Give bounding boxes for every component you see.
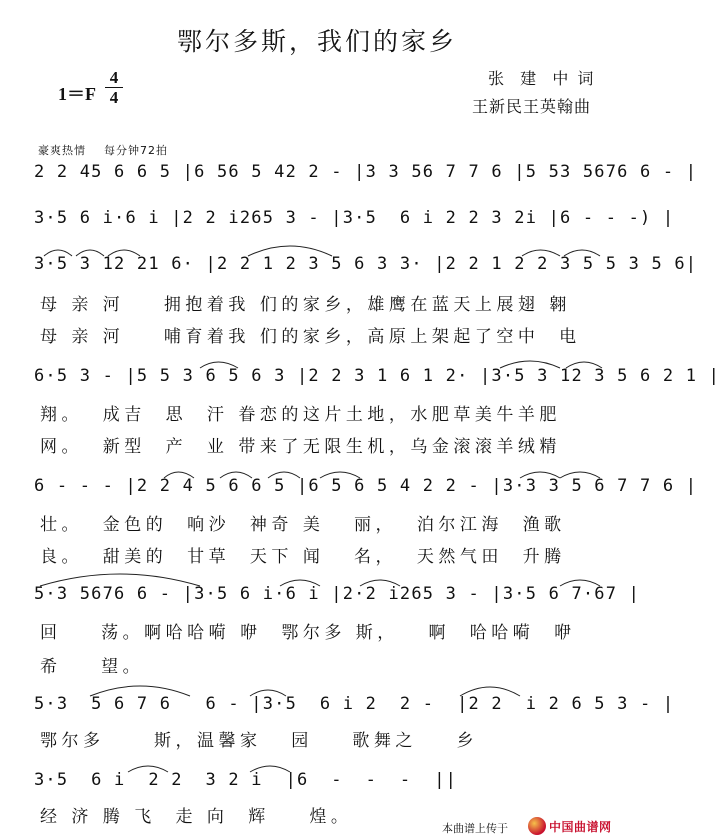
notation-line-8: 3·5 6 i 2 2 3 2 i |6 - - - || [34, 770, 458, 790]
lyricist-credit: 张 建 中 词 [488, 69, 596, 88]
site-logo-icon [528, 817, 546, 835]
page-title: 鄂尔多斯，我们的家乡 [176, 27, 457, 56]
lyric-line-3: 翔。 成吉 思 汗 眷恋的这片土地，水肥草美牛羊肥 [40, 405, 561, 425]
lyric-line-5: 壮。 金色的 响沙 神奇 美 丽， 泊尔江海 渔歌 [40, 515, 566, 535]
notation-line-5: 6 - - - |2 2 4 5 6 6 5 |6 5 6 5 4 2 2 - |3·3 3 5 6 7 7 6 | [34, 476, 698, 496]
lyric-line-10: 经 济 腾 飞 走 向 辉 煌。 [40, 807, 353, 827]
lyric-line-7: 回 荡。啊哈哈嗬 咿 鄂尔多 斯， 啊 哈哈嗬 咿 [40, 623, 576, 643]
site-logo-text: 中国曲谱网 [549, 819, 612, 834]
lyric-line-8: 希 望。 [40, 657, 145, 677]
lyric-line-6: 良。 甜美的 甘草 天下 闻 名， 天然气田 升腾 [40, 547, 566, 567]
notation-line-2: 3·5 6 i·6 i |2 2 i265 3 - |3·5 6 i 2 2 3 2i |6 - - -) | [34, 208, 675, 228]
composer-credit: 王新民王英翰曲 [472, 97, 592, 116]
notation-line-3: 3·5 3 12 21 6· |2 2 1 2 3 5 6 3 3· |2 2 1 2 2 3 5 5 3 5 6| [34, 254, 698, 274]
time-signature-bottom: 4 [109, 88, 119, 107]
notation-line-1: 2 2 45 6 6 5 |6 56 5 42 2 - |3 3 56 7 7 6 |5 53 5676 6 - | [34, 162, 698, 182]
time-signature-top: 4 [105, 68, 123, 88]
notation-line-7: 5·3 5 6 7 6 6 - |3·5 6 i 2 2 - |2 2 i 2 6 5 3 - | [34, 694, 675, 714]
lyric-line-1: 母 亲 河 拥抱着我 们的家乡，雄鹰在蓝天上展翅 翱 [40, 295, 571, 315]
notation-line-6: 5·3 5676 6 - |3·5 6 i·6 i |2·2 i265 3 - |3·5 6 7·67 | [34, 584, 641, 604]
lyric-line-2: 母 亲 河 哺育着我 们的家乡，高原上架起了空中 电 [40, 327, 581, 347]
time-signature [105, 68, 123, 107]
notation-line-4: 6·5 3 - |5 5 3 6 5 6 3 |2 2 3 1 6 1 2· |3·5 3 12 3 5 6 2 1 | [34, 366, 720, 386]
lyric-line-4: 网。 新型 产 业 带来了无限生机，乌金滚滚羊绒精 [40, 437, 561, 457]
site-logo [528, 816, 624, 836]
lyric-line-9: 鄂尔多 斯，温馨家 园 歌舞之 乡 [40, 731, 478, 751]
key-signature: 1＝F [58, 84, 96, 104]
upload-note: 本曲谱上传于 [442, 822, 508, 835]
tempo-marking: 豪爽热情 每分钟72拍 [38, 144, 168, 157]
